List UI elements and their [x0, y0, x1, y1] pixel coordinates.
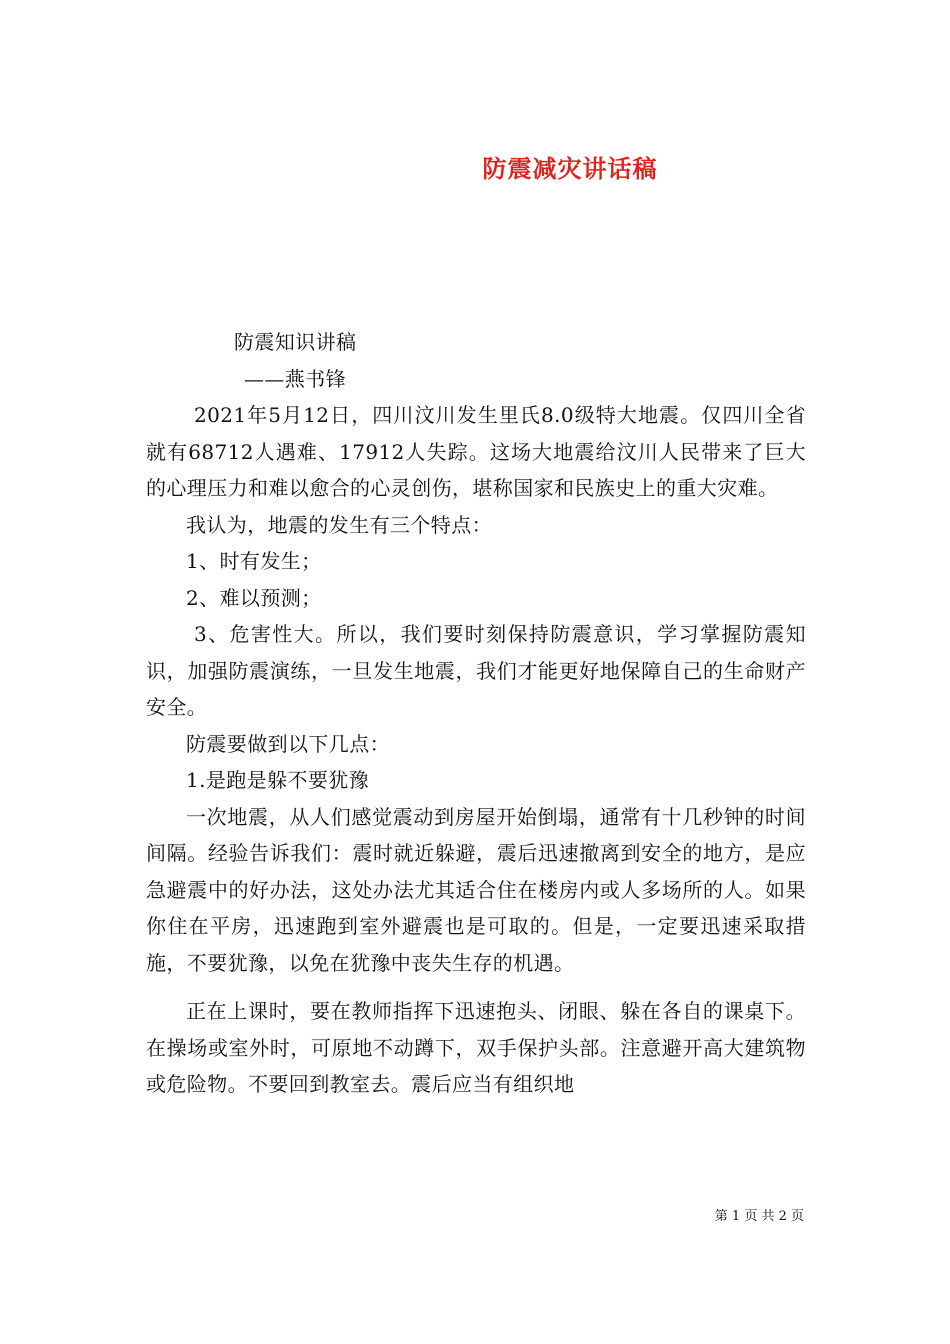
- paragraph: 一次地震，从人们感觉震动到房屋开始倒塌，通常有十几秒钟的时间间隔。经验告诉我们：震时就近躲避，震后迅速撤离到安全的地方，是应急避震中的好办法，这处办法尤其适合住在楼房内或人多场所的人。如果你住在平房，迅速跑到室外避震也是可取的。但是，一定要迅速采取措施，不要犹豫，以免在犹豫中丧失生存的机遇。: [146, 804, 806, 975]
- page-title: 防震减灾讲话稿: [482, 155, 658, 184]
- speech-author: ——燕书锋: [244, 366, 346, 391]
- paragraph: 2021年5月12日，四川汶川发生里氏8.0级特大地震。仅四川全省就有68712人遇难、17912人失踪。这场大地震给汶川人民带来了巨大的心理压力和难以愈合的心灵创伤，堪称国家和民族史上的重大灾难。: [146, 403, 806, 500]
- page-number: 第 1 页 共 2 页: [714, 1209, 804, 1224]
- list-item: 3、危害性大。所以，我们要时刻保持防震意识，学习掌握防震知识，加强防震演练，一旦发生地震，我们才能更好地保障自己的生命财产安全。: [146, 622, 806, 719]
- section-heading: 1.是跑是躲不要犹豫: [186, 768, 370, 792]
- document-body: [146, 324, 806, 1103]
- paragraph: 防震要做到以下几点：: [186, 731, 390, 756]
- speech-subtitle: 防震知识讲稿: [234, 330, 357, 354]
- list-item: 1、时有发生；: [186, 549, 322, 573]
- list-item: 2、难以预测；: [186, 585, 322, 610]
- paragraph: 正在上课时，要在教师指挥下迅速抱头、闭眼、躲在各自的课桌下。在操场或室外时，可原地不动蹲下，双手保护头部。注意避开高大建筑物或危险物。不要回到教室去。震后应当有组织地: [146, 999, 806, 1096]
- paragraph: 我认为，地震的发生有三个特点：: [186, 512, 492, 537]
